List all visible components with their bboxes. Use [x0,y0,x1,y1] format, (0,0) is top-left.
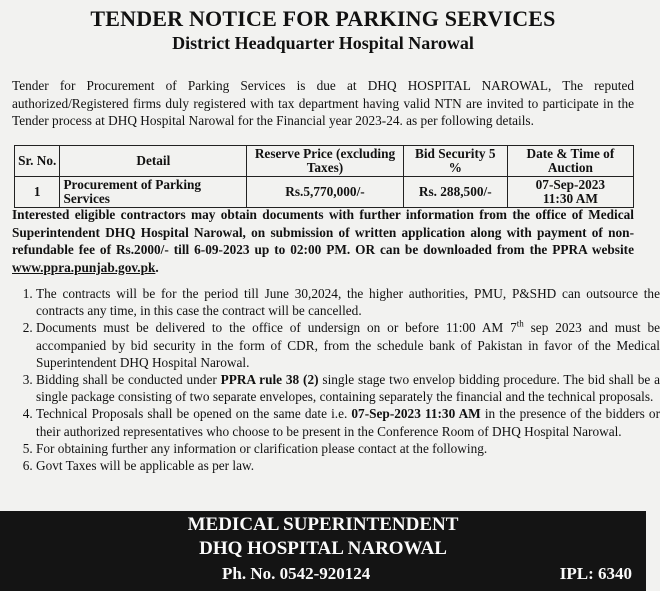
intro-paragraph: Tender for Procurement of Parking Services is due at DHQ HOSPITAL NAROWAL, The reputed authorized/Registered firms duly registered with tax department having valid NTN are invited to participate in the Tender process at DHQ Hospital Narowal for the Financial year 2023-24. as per following details. [12,78,634,128]
notice-subtitle: District Headquarter Hospital Narowal [172,33,474,53]
term-2-text-start: Documents must be delivered to the office of undersign on or before 11:00 AM 7 [36,320,517,336]
download-text: can be downloaded from the PPRA website [380,242,634,257]
cell-sr-no: 1 [15,177,60,208]
list-item [36,285,660,319]
cell-reserve-price: Rs.5,770,000/- [247,177,404,208]
list-item [36,457,660,474]
ppra-website-link[interactable]: www.ppra.punjab.gov.pk [12,259,156,275]
tender-table [14,145,634,208]
header-bid-security: Bid Security 5 % [403,146,507,177]
header-date-time: Date & Time of Auction [507,146,633,177]
term-3-rule: PPRA rule 38 (2) [220,372,319,388]
footer-hospital-name: DHQ HOSPITAL NAROWAL [199,538,447,559]
cell-time: 11:30 AM [542,191,598,206]
footer-office-title: MEDICAL SUPERINTENDENT [187,514,459,535]
term-1-text: The contracts will be for the period till June 30,2024, the higher authorities, PMU, P&SHD can outsource the contracts any time, in this case the contract will be cancelled. [36,286,660,319]
list-item [36,319,660,371]
term-2-superscript: th [516,318,524,329]
term-2-text-end: sep 2023 and must be accompanied by bid security in the form of CDR, from the schedule bank of Pakistan in favor of the Medical Superintendent DHQ Hospital Narowal. [36,320,660,370]
term-4-text-start: Technical Proposals shall be opened on the same date i.e. [36,406,352,422]
term-5-text: For obtaining further any information or clarification please contact at the following. [36,440,488,456]
cell-date-time [507,177,633,208]
list-item [36,371,660,405]
term-3-text-start: Bidding shall be conducted under [36,372,221,388]
notice-title: TENDER NOTICE FOR PARKING SERVICES [90,6,556,31]
documents-text: Interested eligible contractors may obtain documents with further information from the office of Medical Superintendent DHQ Hospital Narowal, on submission of written application along with payment of non-refundable fee of Rs.2000/- till 6-09-2023 up to 02:00 PM. OR [12,207,634,257]
list-item [36,405,660,439]
table-row [15,177,634,208]
footer-banner [0,511,646,591]
list-item [36,440,660,457]
term-4-text-end: in the presence of the bidders or their authorized representatives who choose to be present in the Conference Room of DHQ Hospital Narowal. [36,406,660,439]
cell-date: 07-Sep-2023 [535,177,606,192]
footer-ipl-number: IPL: 6340 [559,564,632,583]
term-3-text-end: single stage two envelop bidding procedure. The bid shall be a single package consisting of two separate envelopes, containing separately the financial and the technical proposals. [36,372,660,405]
terms-list [14,285,660,474]
footer-phone-number: Ph. No. 0542-920124 [222,564,371,583]
header-detail: Detail [60,146,247,177]
documents-text-end: . [155,259,159,275]
header-sr-no: Sr. No. [15,146,60,177]
term-4-date: 07-Sep-2023 11:30 AM [351,406,481,422]
cell-detail: Procurement of Parking Services [60,177,247,208]
header-reserve-price: Reserve Price (excluding Taxes) [247,146,404,177]
documents-paragraph [12,206,634,276]
cell-bid-security: Rs. 288,500/- [403,177,507,208]
term-6-text: Govt Taxes will be applicable as per law. [36,458,255,474]
table-header-row [15,146,634,177]
